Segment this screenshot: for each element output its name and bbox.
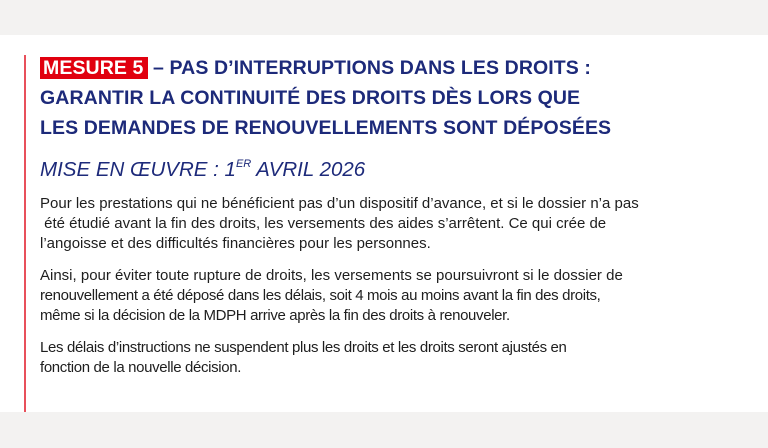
implementation-date bbox=[40, 151, 740, 183]
measure-badge: MESURE 5 bbox=[40, 57, 148, 79]
paragraph-line: fonction de la nouvelle décision. bbox=[40, 359, 242, 376]
paragraph-line: été étudié avant la fin des droits, les versements des aides s’arrêtent. Ce qui crée de bbox=[40, 215, 607, 232]
paragraph-line: renouvellement a été déposé dans les délais, soit 4 mois au moins avant la fin des droits, bbox=[40, 287, 601, 304]
title-line-1: – PAS D’INTERRUPTIONS DANS LES DROITS : bbox=[147, 57, 592, 79]
paragraph-line: l’angoisse et des difficultés financières pour les personnes. bbox=[40, 235, 431, 252]
subtitle-suffix: AVRIL 2026 bbox=[251, 158, 366, 181]
paragraph-line: Pour les prestations qui ne bénéficient pas d’un dispositif d’avance, et si le dossier n’a pas bbox=[40, 195, 639, 212]
accent-rule bbox=[24, 55, 26, 412]
measure-title bbox=[40, 53, 740, 143]
document-panel bbox=[0, 35, 768, 412]
subtitle-superscript: ER bbox=[235, 158, 252, 170]
title-line-3: LES DEMANDES DE RENOUVELLEMENTS SONT DÉPOSÉES bbox=[40, 117, 612, 139]
paragraph-1 bbox=[40, 194, 740, 254]
paragraph-3 bbox=[40, 338, 740, 378]
subtitle-prefix: MISE EN ŒUVRE : 1 bbox=[40, 158, 236, 181]
paragraph-line: Ainsi, pour éviter toute rupture de droits, les versements se poursuivront si le dossier de bbox=[40, 267, 623, 284]
paragraph-line: même si la décision de la MDPH arrive après la fin des droits à renouveler. bbox=[40, 307, 510, 324]
title-line-2: GARANTIR LA CONTINUITÉ DES DROITS DÈS LORS QUE bbox=[40, 87, 581, 109]
paragraph-2 bbox=[40, 266, 740, 326]
paragraph-line: Les délais d’instructions ne suspendent plus les droits et les droits seront ajustés en bbox=[40, 339, 567, 356]
measure-content bbox=[40, 53, 740, 378]
